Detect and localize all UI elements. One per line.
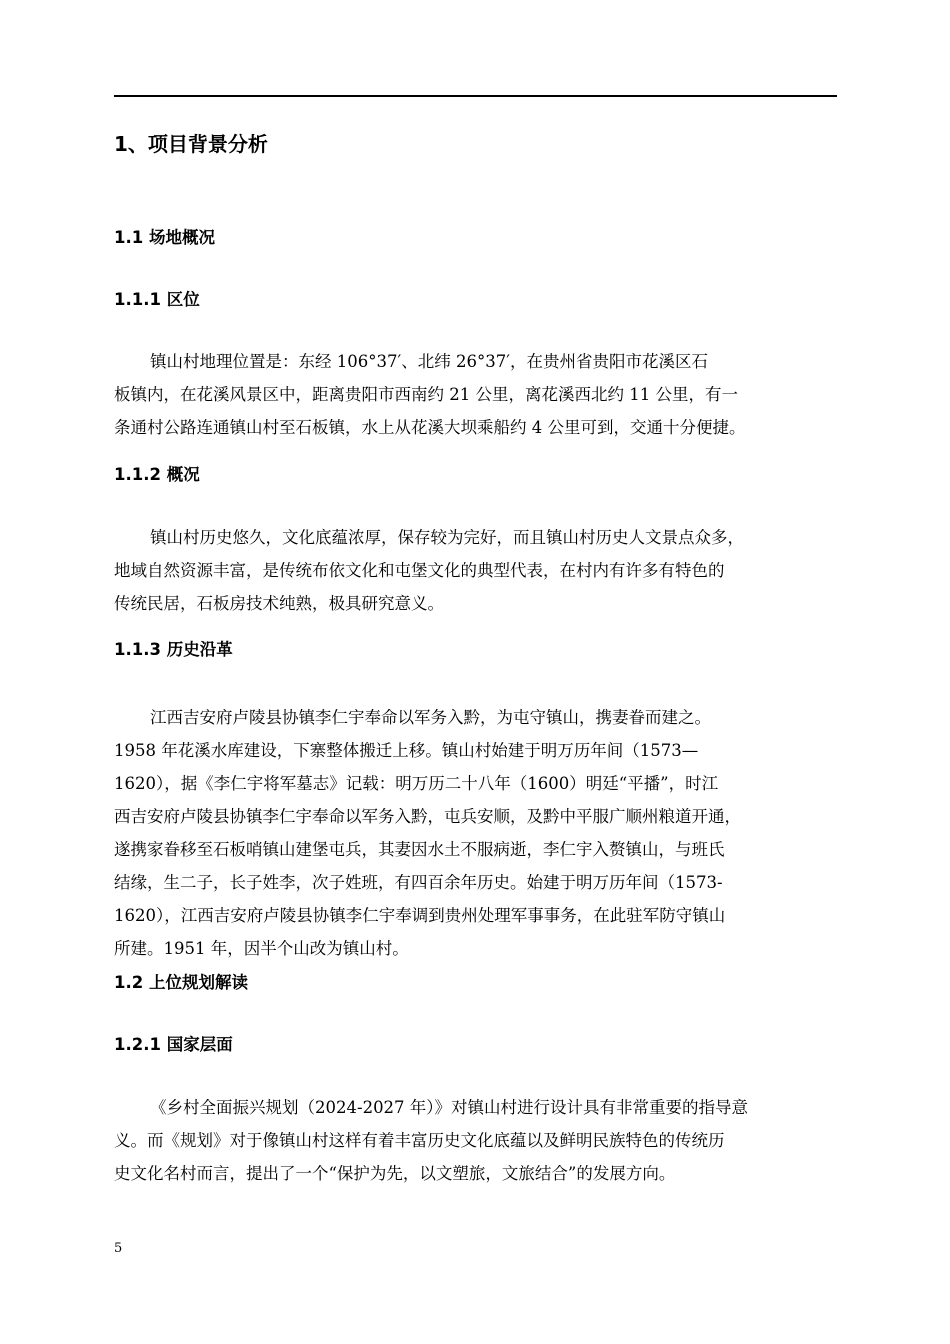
heading-upper-planning: 1.2 上位规划解读 (114, 973, 248, 992)
paragraph-line: 传统民居，石板房技术纯熟，极具研究意义。 (114, 594, 444, 613)
paragraph-line: 条通村公路连通镇山村至石板镇，水上从花溪大坝乘船约 4 公里可到，交通十分便捷。 (114, 418, 746, 437)
paragraph-line: 遂携家眷移至石板哨镇山建堡屯兵，其妻因水土不服病逝，李仁宇入赘镇山，与班氏 (114, 840, 725, 859)
paragraph-line: 义。而《规划》对于像镇山村这样有着丰富历史文化底蕴以及鲜明民族特色的传统历 (114, 1131, 725, 1150)
paragraph-line: 西吉安府卢陵县协镇李仁宇奉命以军务入黔，屯兵安顺，及黔中平服广顺州粮道开通， (114, 807, 741, 826)
paragraph-line: 江西吉安府卢陵县协镇李仁宇奉命以军务入黔，为屯守镇山，携妻眷而建之。 (150, 708, 711, 727)
paragraph-national-level (114, 1091, 837, 1190)
heading-project-background: 1、项目背景分析 (114, 132, 268, 156)
header-rule (114, 95, 837, 97)
heading-site-overview: 1.1 场地概况 (114, 228, 215, 247)
paragraph-line: 所建。1951 年，因半个山改为镇山村。 (114, 939, 409, 958)
paragraph-line: 镇山村历史悠久，文化底蕴浓厚，保存较为完好，而且镇山村历史人文景点众多， (150, 528, 744, 547)
paragraph-line: 史文化名村而言，提出了一个“保护为先，以文塑旅，文旅结合”的发展方向。 (114, 1164, 676, 1183)
paragraph-line: 1620），江西吉安府卢陵县协镇李仁宇奉调到贵州处理军事事务，在此驻军防守镇山 (114, 906, 726, 925)
paragraph-line: 1958 年花溪水库建设，下寨整体搬迁上移。镇山村始建于明万历年间（1573— (114, 741, 699, 760)
paragraph-line: 《乡村全面振兴规划（2024-2027 年）》对镇山村进行设计具有非常重要的指导意 (150, 1098, 749, 1117)
heading-location: 1.1.1 区位 (114, 290, 200, 309)
paragraph-location (114, 345, 837, 444)
page-number: 5 (114, 1241, 123, 1256)
paragraph-line: 镇山村地理位置是：东经 106°37′、北纬 26°37′，在贵州省贵阳市花溪区石 (150, 352, 708, 371)
paragraph-history (114, 701, 837, 965)
paragraph-line: 地域自然资源丰富，是传统布依文化和屯堡文化的典型代表，在村内有许多有特色的 (114, 561, 725, 580)
paragraph-line: 1620），据《李仁宇将军墓志》记载：明万历二十八年（1600）明廷“平播”，时江 (114, 774, 719, 793)
heading-history: 1.1.3 历史沿革 (114, 640, 233, 659)
paragraph-line: 结缘，生二子，长子姓李，次子姓班，有四百余年历史。始建于明万历年间（1573- (114, 873, 723, 892)
heading-national-level: 1.2.1 国家层面 (114, 1035, 233, 1054)
paragraph-line: 板镇内，在花溪风景区中，距离贵阳市西南约 21 公里，离花溪西北约 11 公里，有一 (114, 385, 738, 404)
paragraph-overview (114, 521, 837, 620)
heading-overview: 1.1.2 概况 (114, 465, 200, 484)
